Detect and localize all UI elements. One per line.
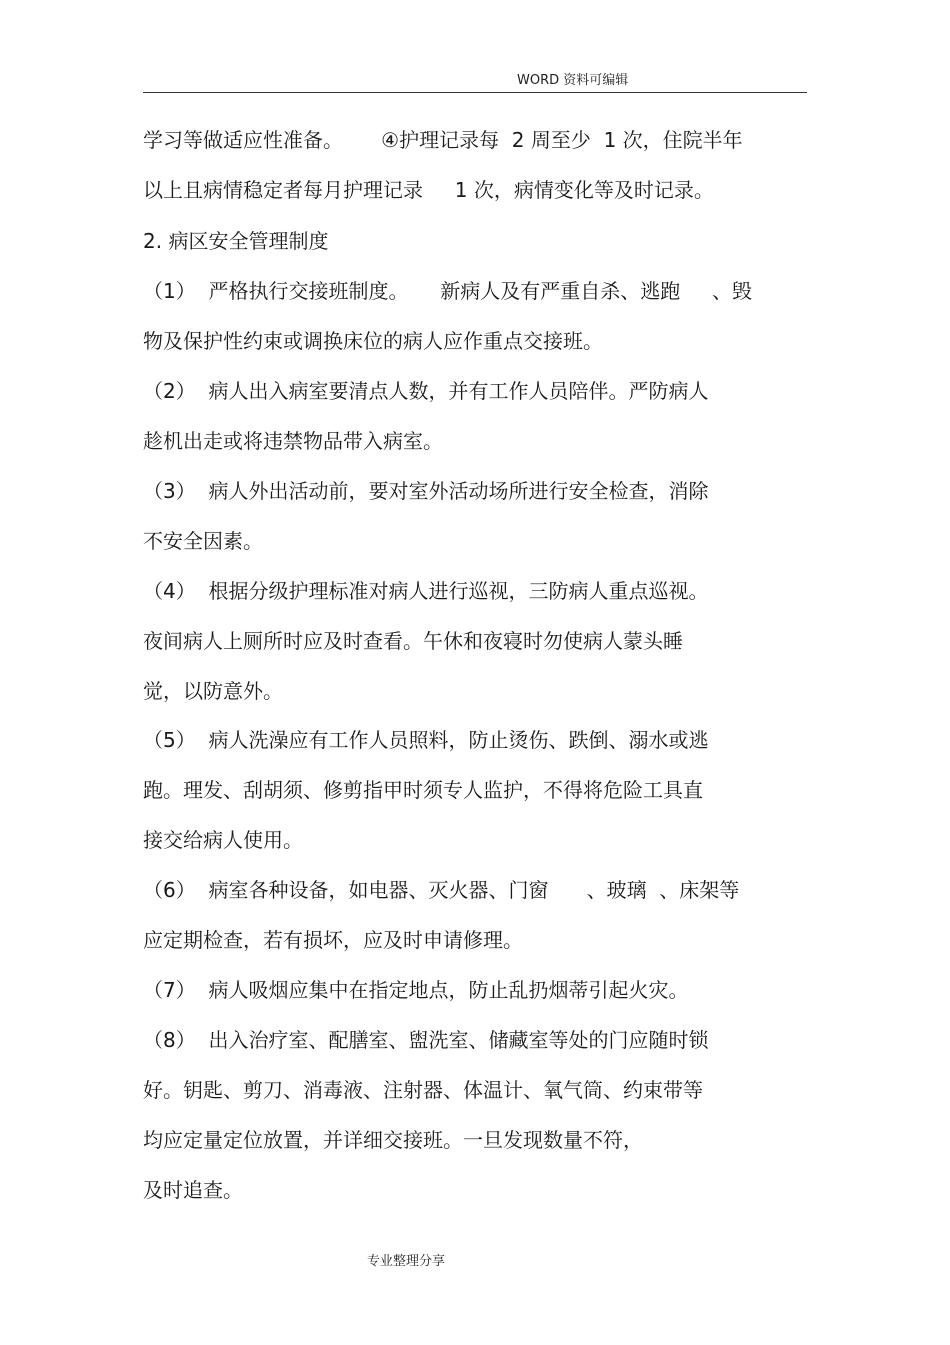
text-line: （2） 病人出入病室要清点人数，并有工作人员陪伴。严防病人	[143, 379, 709, 403]
header-text: WORD 资料可编辑	[517, 73, 629, 88]
text-line: 以上且病情稳定者每月护理记录 1 次，病情变化等及时记录。	[143, 178, 714, 202]
text-line: （4） 根据分级护理标准对病人进行巡视，三防病人重点巡视。	[143, 579, 709, 603]
text-line: 及时追查。	[143, 1178, 243, 1202]
text-line: 学习等做适应性准备。 ④护理记录每 2 周至少 1 次，住院半年	[143, 128, 743, 152]
text-line: （1） 严格执行交接班制度。 新病人及有严重自杀、逃跑 、毁	[143, 279, 753, 303]
text-line: （7） 病人吸烟应集中在指定地点，防止乱扔烟蒂引起火灾。	[143, 978, 689, 1002]
text-line: 好。钥匙、剪刀、消毒液、注射器、体温计、氧气筒、约束带等	[143, 1078, 703, 1102]
page-header	[143, 66, 807, 93]
text-line: 跑。理发、刮胡须、修剪指甲时须专人监护，不得将危险工具直	[143, 778, 703, 802]
text-line: （5） 病人洗澡应有工作人员照料，防止烫伤、跌倒、溺水或逃	[143, 728, 709, 752]
text-line: 觉，以防意外。	[143, 679, 283, 703]
page-footer: 专业整理分享	[367, 1254, 446, 1269]
text-line: 不安全因素。	[143, 529, 263, 553]
text-line: 均应定量定位放置，并详细交接班。一旦发现数量不符，	[143, 1128, 643, 1152]
text-line: 物及保护性约束或调换床位的病人应作重点交接班。	[143, 329, 603, 353]
text-line: 夜间病人上厕所时应及时查看。午休和夜寝时勿使病人蒙头睡	[143, 629, 683, 653]
section-heading: 2. 病区安全管理制度	[143, 229, 329, 253]
text-line: （3） 病人外出活动前，要对室外活动场所进行安全检查，消除	[143, 479, 709, 503]
text-line: 接交给病人使用。	[143, 828, 303, 852]
text-line: 趁机出走或将违禁物品带入病室。	[143, 429, 443, 453]
text-line: 应定期检查，若有损坏，应及时申请修理。	[143, 928, 523, 952]
text-line: （6） 病室各种设备，如电器、灭火器、门窗 、玻璃 、床架等	[143, 878, 740, 902]
text-line: （8） 出入治疗室、配膳室、盥洗室、储藏室等处的门应随时锁	[143, 1028, 709, 1052]
